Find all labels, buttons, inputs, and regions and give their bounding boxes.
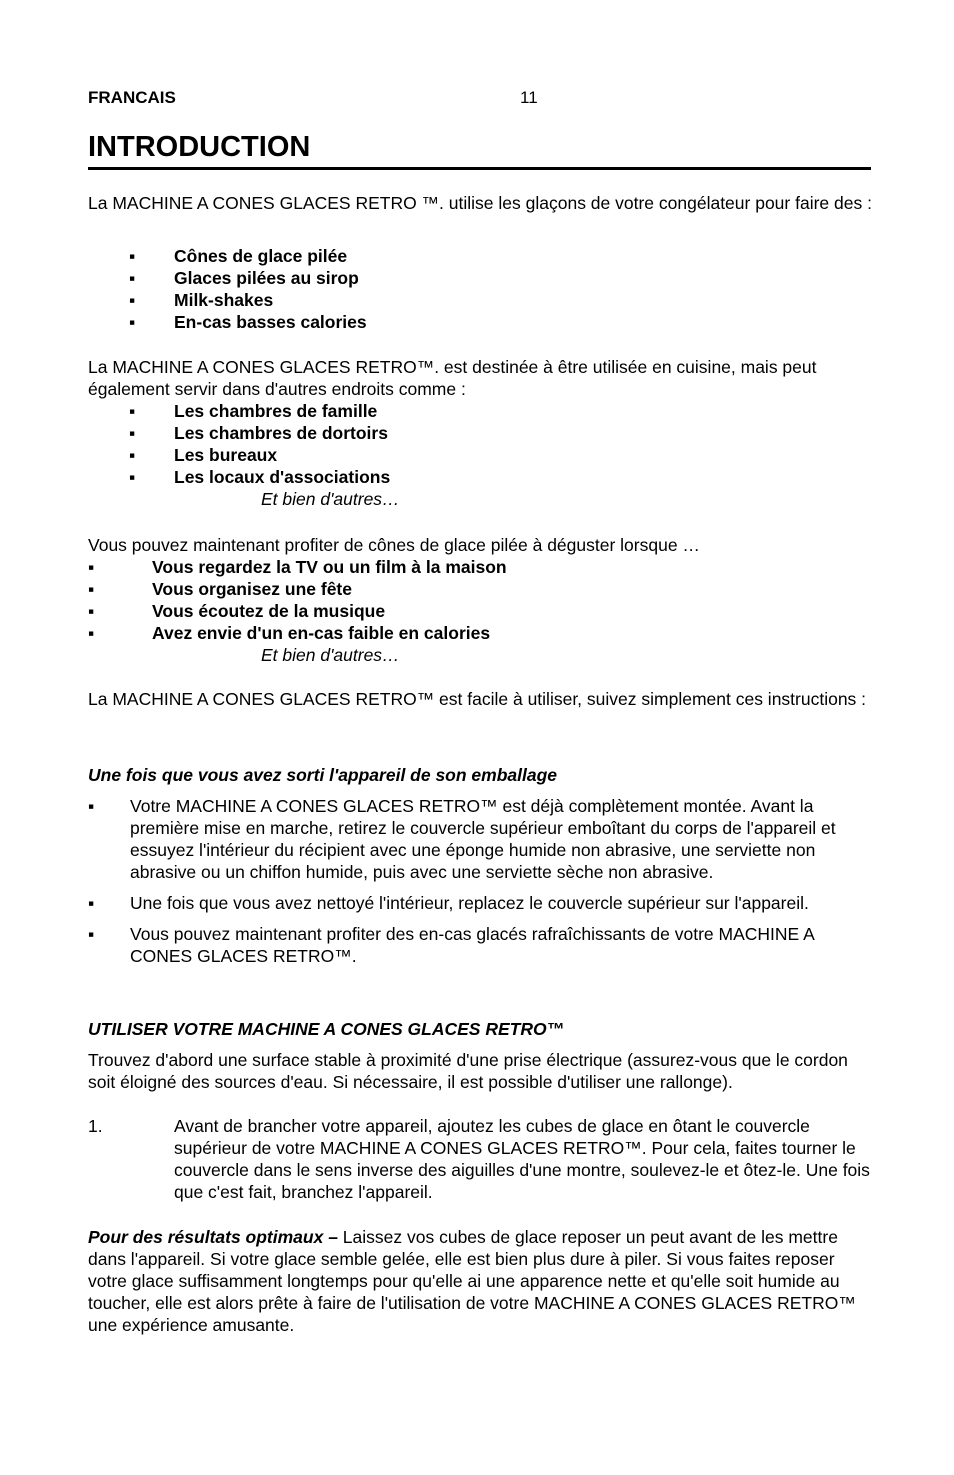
list-item: ▪ Les chambres de dortoirs xyxy=(129,423,388,443)
bullet-icon: ▪ xyxy=(129,290,136,310)
bullet-icon: ▪ xyxy=(88,623,95,643)
occasions-paragraph: Vous pouvez maintenant profiter de cônes de glace pilée à déguster lorsque … xyxy=(88,535,700,555)
section-heading: UTILISER VOTRE MACHINE A CONES GLACES RETRO™ xyxy=(88,1019,565,1039)
uses-list xyxy=(88,245,872,333)
tip-lead: Pour des résultats optimaux – xyxy=(88,1227,338,1247)
list-item: ▪ Vous organisez une fête xyxy=(88,579,352,599)
easy-use-block xyxy=(88,688,872,710)
step-number: 1. xyxy=(88,1116,103,1136)
bullet-icon: ▪ xyxy=(88,796,95,816)
header-language: FRANCAIS xyxy=(88,88,176,107)
section-heading: Une fois que vous avez sorti l'appareil de son emballage xyxy=(88,765,558,785)
unpacking-section xyxy=(88,764,872,976)
list-item: ▪ Glaces pilées au sirop xyxy=(129,268,359,288)
list-item: ▪ Les bureaux xyxy=(129,445,278,465)
occasions-block xyxy=(88,534,872,666)
bullet-icon: ▪ xyxy=(88,893,95,913)
bullet-icon: ▪ xyxy=(129,268,136,288)
bullet-icon: ▪ xyxy=(129,445,136,465)
list-item: ▪ Milk-shakes xyxy=(129,290,274,310)
step-1 xyxy=(88,1115,872,1203)
bullet-icon: ▪ xyxy=(88,579,95,599)
bullet-icon: ▪ xyxy=(88,601,95,621)
page-number: 11 xyxy=(520,88,538,107)
step-text: Avant de brancher votre appareil, ajoutez les cubes de glace en ôtant le couvercle supérieur de votre MACHINE A CONES GLACES RETRO™. Pour cela, faites tourner le couvercle dans le sens inverse des aiguilles d'une montre, soulevez-le et ôtez-le. Une fois que c'est fait, branchez l'appareil. xyxy=(174,1116,870,1202)
list-item: ▪ Vous pouvez maintenant profiter des en-cas glacés rafraîchissants de votre MACHINE A CONES GLACES RETRO™. xyxy=(88,924,814,966)
bullet-icon: ▪ xyxy=(129,246,136,266)
easy-use-paragraph: La MACHINE A CONES GLACES RETRO™ est facile à utiliser, suivez simplement ces instructions : xyxy=(88,689,867,709)
usage-section xyxy=(88,1018,872,1093)
bullet-icon: ▪ xyxy=(88,924,95,944)
etc-note: Et bien d'autres… xyxy=(261,489,400,509)
list-item: ▪ Vous écoutez de la musique xyxy=(88,601,386,621)
etc-note: Et bien d'autres… xyxy=(261,645,400,665)
places-paragraph: La MACHINE A CONES GLACES RETRO™. est destinée à être utilisée en cuisine, mais peut également servir dans d'autres endroits comme : xyxy=(88,357,817,399)
tip-text: Laissez vos cubes de glace reposer un peut avant de les mettre dans l'appareil. Si votre glace semble gelée, elle est bien plus dure à piler. Si vous faites reposer votre glace suffisamment longtemps pour qu'elle ai une apparence nette et qu'elle soit humide au toucher, elle est alors prête à faire de l'utilisation de votre MACHINE A CONES GLACES RETRO™ une expérience amusante. xyxy=(88,1227,856,1335)
tip-block xyxy=(88,1226,872,1336)
bullet-icon: ▪ xyxy=(129,423,136,443)
bullet-icon: ▪ xyxy=(129,401,136,421)
list-item: ▪ Vous regardez la TV ou un film à la maison xyxy=(88,557,507,577)
list-item: ▪ Les chambres de famille xyxy=(129,401,378,421)
usage-paragraph: Trouvez d'abord une surface stable à proximité d'une prise électrique (assurez-vous que le cordon soit éloigné des sources d'eau. Si nécessaire, il est possible d'utiliser une rallonge). xyxy=(88,1050,848,1092)
list-item: ▪ Votre MACHINE A CONES GLACES RETRO™ est déjà complètement montée. Avant la première mise en marche, retirez le couvercle supérieur emboîtant du corps de l'appareil et essuyez l'intérieur du récipient avec une éponge humide non abrasive, une serviette non abrasive ou un chiffon humide, puis avec une serviette sèche non abrasive. xyxy=(88,796,836,882)
title-rule xyxy=(88,167,871,170)
list-item: ▪ Les locaux d'associations xyxy=(129,467,391,487)
bullet-icon: ▪ xyxy=(88,557,95,577)
list-item: ▪ Avez envie d'un en-cas faible en calories xyxy=(88,623,491,643)
list-item: ▪ En-cas basses calories xyxy=(129,312,367,332)
page-title: INTRODUCTION xyxy=(88,131,311,163)
tip-paragraph xyxy=(88,1226,872,1336)
intro-paragraph: La MACHINE A CONES GLACES RETRO ™. utilise les glaçons de votre congélateur pour faire des : xyxy=(88,193,872,213)
bullet-icon: ▪ xyxy=(129,312,136,332)
list-item: ▪ Cônes de glace pilée xyxy=(129,246,348,266)
list-item: ▪ Une fois que vous avez nettoyé l'intérieur, replacez le couvercle supérieur sur l'appareil. xyxy=(88,893,809,913)
bullet-icon: ▪ xyxy=(129,467,136,487)
intro-block xyxy=(88,192,872,214)
places-block xyxy=(88,356,872,510)
